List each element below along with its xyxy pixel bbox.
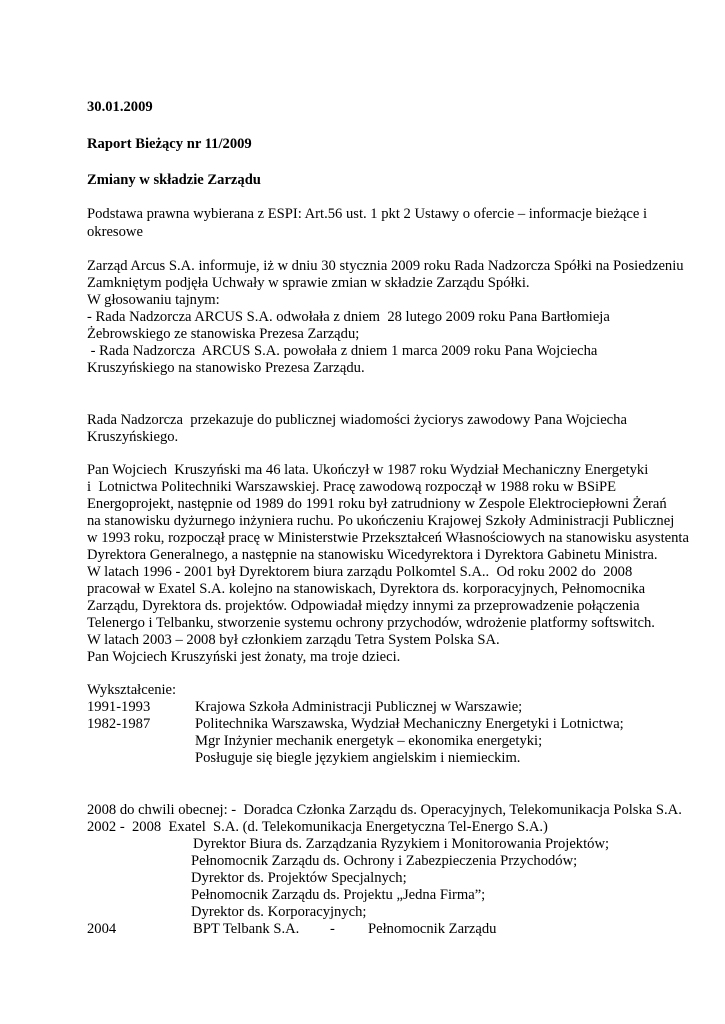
education-entry: Politechnika Warszawska, Wydział Mechaniczny Energetyki i Lotnictwa; bbox=[195, 716, 624, 732]
education-entry: Mgr Inżynier mechanik energetyk – ekonomika energetyki; bbox=[195, 733, 543, 749]
cv-intro-line: Kruszyńskiego. bbox=[87, 429, 179, 445]
career-company: BPT Telbank S.A. bbox=[193, 921, 300, 937]
biography-line: Telenergo i Telbanku, stworzenie systemu ochrony przychodów, wdrożenie platformy softswitch. bbox=[87, 615, 655, 631]
report-number: Raport Bieżący nr 11/2009 bbox=[87, 136, 252, 152]
legal-basis-line: okresowe bbox=[87, 224, 143, 240]
report-title: Zmiany w składzie Zarządu bbox=[87, 172, 261, 188]
career-role: Pełnomocnik Zarządu ds. Projektu „Jedna Firma”; bbox=[191, 887, 486, 903]
career-role: Dyrektor Biura ds. Zarządzania Ryzykiem i Monitorowania Projektów; bbox=[193, 836, 610, 852]
education-years: 1991-1993 bbox=[87, 699, 151, 715]
announcement-line: Żebrowskiego ze stanowiska Prezesa Zarządu; bbox=[87, 326, 360, 342]
biography-line: Pan Wojciech Kruszyński ma 46 lata. Ukończył w 1987 roku Wydział Mechaniczny Energetyki bbox=[87, 462, 649, 478]
biography-line: i Lotnictwa Politechniki Warszawskiej. Pracę zawodową rozpoczął w 1988 roku w BSiPE bbox=[87, 479, 617, 495]
education-heading: Wykształcenie: bbox=[87, 682, 177, 698]
announcement-line: - Rada Nadzorcza ARCUS S.A. odwołała z dniem 28 lutego 2009 roku Pana Bartłomieja bbox=[87, 309, 610, 325]
career-role: Dyrektor ds. Projektów Specjalnych; bbox=[191, 870, 407, 886]
education-years: 1982-1987 bbox=[87, 716, 151, 732]
biography-line: pracował w Exatel S.A. kolejno na stanowiskach, Dyrektora ds. korporacyjnych, Pełnomocnika bbox=[87, 581, 646, 597]
announcement-line: Kruszyńskiego na stanowisko Prezesa Zarządu. bbox=[87, 360, 365, 376]
education-entry: Krajowa Szkoła Administracji Publicznej w Warszawie; bbox=[195, 699, 523, 715]
career-role: Dyrektor ds. Korporacyjnych; bbox=[191, 904, 367, 920]
cv-intro-line: Rada Nadzorcza przekazuje do publicznej wiadomości życiorys zawodowy Pana Wojciecha bbox=[87, 412, 627, 428]
education-entry: Posługuje się biegle językiem angielskim i niemieckim. bbox=[195, 750, 521, 766]
biography-line: w 1993 roku, rozpoczął pracę w Ministerstwie Przekształceń Własnościowych na stanowisku asystenta bbox=[87, 530, 689, 546]
biography-line: W latach 2003 – 2008 był członkiem zarządu Tetra System Polska SA. bbox=[87, 632, 500, 648]
report-date: 30.01.2009 bbox=[87, 99, 153, 115]
announcement-line: Zamkniętym podjęła Uchwały w sprawie zmian w składzie Zarządu Spółki. bbox=[87, 275, 530, 291]
career-line: 2002 - 2008 Exatel S.A. (d. Telekomunikacja Energetyczna Tel-Energo S.A.) bbox=[87, 819, 548, 835]
career-year: 2004 bbox=[87, 921, 117, 937]
career-separator: - bbox=[330, 921, 335, 937]
legal-basis-line: Podstawa prawna wybierana z ESPI: Art.56 ust. 1 pkt 2 Ustawy o ofercie – informacje bieżące i bbox=[87, 206, 648, 222]
biography-line: na stanowisku dyżurnego inżyniera ruchu. Po ukończeniu Krajowej Szkoły Administracji Publicznej bbox=[87, 513, 675, 529]
biography-line: Dyrektora Generalnego, a następnie na stanowisku Wicedyrektora i Dyrektora Gabinetu Ministra. bbox=[87, 547, 658, 563]
biography-line: W latach 1996 - 2001 był Dyrektorem biura zarządu Polkomtel S.A.. Od roku 2002 do 2008 bbox=[87, 564, 633, 580]
announcement-line: - Rada Nadzorcza ARCUS S.A. powołała z dniem 1 marca 2009 roku Pana Wojciecha bbox=[87, 343, 598, 359]
announcement-line: Zarząd Arcus S.A. informuje, iż w dniu 30 stycznia 2009 roku Rada Nadzorcza Spółki na Posiedzeniu bbox=[87, 258, 684, 274]
biography-line: Energoprojekt, następnie od 1989 do 1991 roku był zatrudniony w Zespole Elektrociepłowni Żerań bbox=[87, 496, 667, 512]
career-role: Pełnomocnik Zarządu bbox=[368, 921, 497, 937]
biography-line: Zarządu, Dyrektora ds. projektów. Odpowiadał między innymi za przeprowadzenie połączenia bbox=[87, 598, 640, 614]
career-line: 2008 do chwili obecnej: - Doradca Członka Zarządu ds. Operacyjnych, Telekomunikacja Polska S.A. bbox=[87, 802, 682, 818]
announcement-line: W głosowaniu tajnym: bbox=[87, 292, 220, 308]
biography-line: Pan Wojciech Kruszyński jest żonaty, ma troje dzieci. bbox=[87, 649, 401, 665]
career-role: Pełnomocnik Zarządu ds. Ochrony i Zabezpieczenia Przychodów; bbox=[191, 853, 578, 869]
